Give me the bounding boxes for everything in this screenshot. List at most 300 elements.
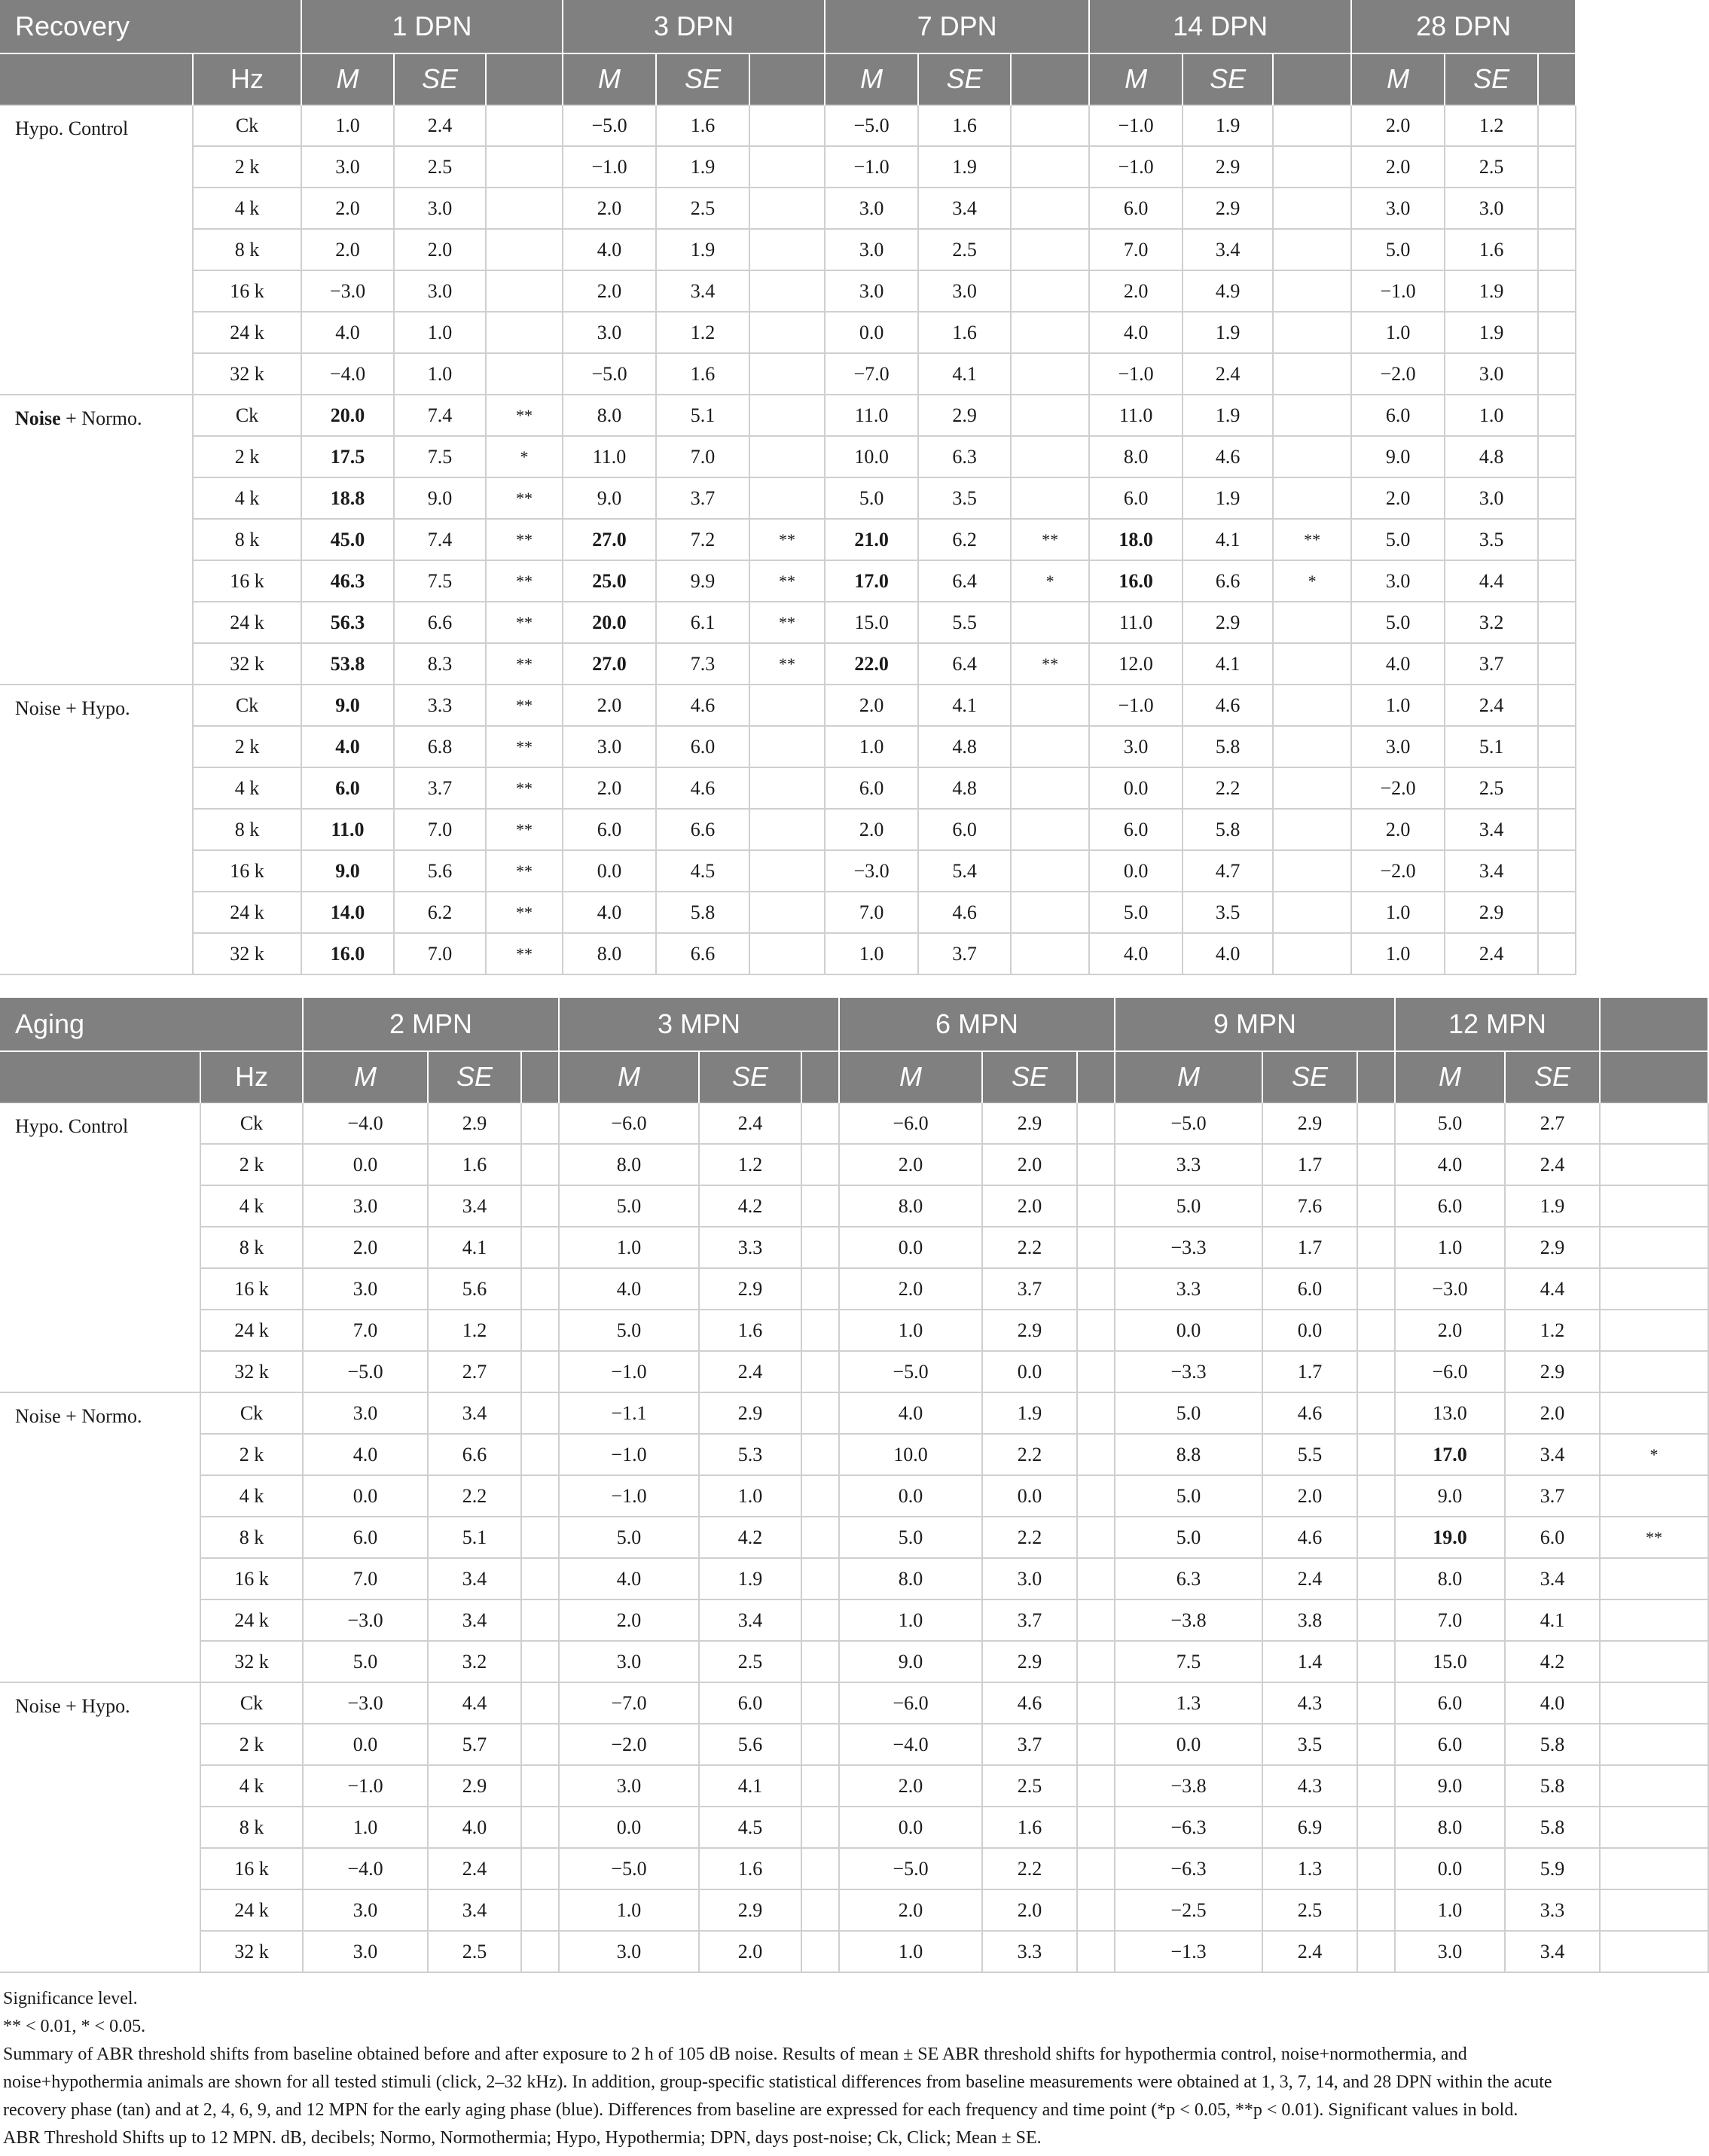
significance-cell (1600, 1351, 1708, 1392)
significance-cell (749, 767, 825, 809)
significance-cell (1273, 850, 1351, 892)
spacer-cell (801, 1102, 839, 1144)
se-cell: 1.6 (699, 1310, 801, 1351)
se-cell: 1.9 (656, 146, 749, 188)
se-header: SE (1183, 53, 1273, 105)
spacer-cell (521, 1144, 559, 1185)
se-header: SE (918, 53, 1011, 105)
mean-cell: 8.0 (1089, 436, 1183, 477)
se-cell: 7.0 (394, 933, 486, 974)
se-cell: 2.4 (1183, 353, 1273, 395)
mean-cell: −1.0 (1089, 353, 1183, 395)
se-cell: 4.6 (1262, 1392, 1357, 1434)
spacer-cell (1077, 1227, 1115, 1268)
significance-cell (1600, 1144, 1708, 1185)
mean-cell: −6.3 (1115, 1848, 1262, 1889)
mean-header: M (1351, 53, 1445, 105)
recovery-table-title: Recovery (0, 0, 301, 53)
significance-cell (1538, 560, 1576, 602)
se-cell: 2.5 (918, 229, 1011, 270)
mean-cell: 3.0 (559, 1641, 699, 1682)
mean-cell: −1.0 (559, 1434, 699, 1475)
se-cell: 1.0 (1445, 395, 1538, 436)
mean-cell: −4.0 (301, 353, 394, 395)
mean-cell: 2.0 (1089, 270, 1183, 312)
significance-cell (1011, 188, 1089, 229)
mean-cell: −1.0 (563, 146, 656, 188)
mean-cell: 9.0 (1395, 1475, 1505, 1517)
se-cell: 3.0 (1445, 353, 1538, 395)
hz-cell: 2 k (193, 436, 301, 477)
se-cell: 6.2 (394, 892, 486, 933)
mean-cell: −1.1 (559, 1392, 699, 1434)
se-cell: 3.7 (982, 1268, 1077, 1310)
hz-cell: 24 k (193, 602, 301, 643)
significance-cell: * (486, 436, 563, 477)
se-cell: 3.4 (428, 1558, 521, 1599)
spacer-cell (801, 1351, 839, 1392)
mean-cell: 8.0 (563, 395, 656, 436)
se-cell: 5.7 (428, 1724, 521, 1765)
se-cell: 1.2 (1505, 1310, 1600, 1351)
spacer-cell (1357, 1392, 1395, 1434)
mean-cell: 3.0 (1351, 560, 1445, 602)
se-cell: 2.2 (982, 1517, 1077, 1558)
table-row (0, 685, 1576, 726)
hz-cell: 8 k (193, 809, 301, 850)
sig-header (1600, 1051, 1708, 1102)
se-cell: 1.7 (1262, 1144, 1357, 1185)
spacer-cell (521, 1392, 559, 1434)
se-cell: 2.4 (428, 1848, 521, 1889)
mean-cell: 2.0 (825, 685, 918, 726)
significance-cell: ** (486, 602, 563, 643)
spacer-header (521, 1051, 559, 1102)
se-cell: 4.1 (699, 1765, 801, 1807)
se-cell: 3.3 (394, 685, 486, 726)
mean-cell: 16.0 (301, 933, 394, 974)
spacer-cell (1077, 1765, 1115, 1807)
se-cell: 4.6 (1183, 436, 1273, 477)
se-cell: 3.7 (982, 1724, 1077, 1765)
mean-cell: 0.0 (303, 1144, 428, 1185)
aging-table-title: Aging (0, 998, 303, 1051)
se-cell: 5.6 (394, 850, 486, 892)
se-cell: 2.4 (699, 1351, 801, 1392)
mean-cell: −5.0 (559, 1848, 699, 1889)
se-cell: 2.4 (1445, 933, 1538, 974)
table-row (0, 1682, 1708, 1724)
mean-cell: −6.3 (1115, 1807, 1262, 1848)
spacer-cell (1357, 1268, 1395, 1310)
se-header: SE (1262, 1051, 1357, 1102)
mean-cell: 3.0 (559, 1765, 699, 1807)
mean-cell: −3.0 (1395, 1268, 1505, 1310)
significance-cell (486, 188, 563, 229)
significance-cell (1600, 1807, 1708, 1848)
significance-cell (1011, 395, 1089, 436)
se-cell: 3.4 (1183, 229, 1273, 270)
significance-cell: ** (749, 643, 825, 685)
mean-cell: −4.0 (303, 1848, 428, 1889)
table-row (0, 1558, 1708, 1599)
significance-cell: ** (486, 560, 563, 602)
significance-cell: ** (486, 395, 563, 436)
recovery-time-header: 1 DPN (301, 0, 563, 53)
mean-cell: 5.0 (559, 1517, 699, 1558)
mean-cell: −1.0 (825, 146, 918, 188)
se-cell: 2.5 (1262, 1889, 1357, 1931)
se-cell: 6.0 (1262, 1268, 1357, 1310)
se-cell: 6.1 (656, 602, 749, 643)
se-cell: 2.4 (699, 1102, 801, 1144)
mean-cell: 1.0 (825, 933, 918, 974)
se-header: SE (1445, 53, 1538, 105)
blank-header (0, 53, 193, 105)
se-cell: 2.5 (428, 1931, 521, 1972)
spacer-cell (521, 1351, 559, 1392)
se-cell: 6.0 (918, 809, 1011, 850)
blank-header (0, 1051, 200, 1102)
spacer-cell (1077, 1392, 1115, 1434)
mean-cell: −6.0 (839, 1102, 982, 1144)
significance-cell (749, 188, 825, 229)
se-cell: 1.0 (394, 312, 486, 353)
mean-cell: 17.0 (1395, 1434, 1505, 1475)
mean-cell: −5.0 (825, 105, 918, 146)
mean-cell: 9.0 (839, 1641, 982, 1682)
group-label (0, 395, 193, 685)
se-header: SE (428, 1051, 521, 1102)
hz-cell: 4 k (193, 767, 301, 809)
se-cell: 2.0 (1262, 1475, 1357, 1517)
mean-cell: 0.0 (1115, 1724, 1262, 1765)
mean-cell: 5.0 (1115, 1185, 1262, 1227)
spacer-cell (801, 1268, 839, 1310)
se-cell: 4.1 (1505, 1599, 1600, 1641)
table-row (0, 933, 1576, 974)
mean-cell: 3.0 (825, 188, 918, 229)
significance-cell (1011, 436, 1089, 477)
hz-cell: 4 k (200, 1475, 303, 1517)
mean-cell: 9.0 (1351, 436, 1445, 477)
se-cell: 1.9 (1183, 395, 1273, 436)
se-cell: 3.7 (982, 1599, 1077, 1641)
recovery-table (0, 0, 1576, 975)
mean-cell: 5.0 (303, 1641, 428, 1682)
mean-cell: 4.0 (301, 726, 394, 767)
mean-cell: −5.0 (563, 353, 656, 395)
mean-cell: 3.0 (1351, 726, 1445, 767)
significance-cell (1011, 146, 1089, 188)
se-cell: 3.5 (1445, 519, 1538, 560)
se-cell: 1.4 (1262, 1641, 1357, 1682)
significance-cell (1600, 1682, 1708, 1724)
mean-cell: 5.0 (559, 1185, 699, 1227)
spacer-header (801, 1051, 839, 1102)
se-cell: 1.2 (428, 1310, 521, 1351)
se-cell: 7.3 (656, 643, 749, 685)
se-cell: 2.9 (1183, 602, 1273, 643)
se-cell: 4.1 (1183, 643, 1273, 685)
se-cell: 2.2 (428, 1475, 521, 1517)
spacer-cell (801, 1641, 839, 1682)
se-cell: 2.9 (982, 1310, 1077, 1351)
significance-cell (486, 270, 563, 312)
significance-cell (1600, 1310, 1708, 1351)
significance-cell (1273, 395, 1351, 436)
significance-cell (1273, 146, 1351, 188)
mean-cell: 20.0 (301, 395, 394, 436)
significance-cell (1538, 229, 1576, 270)
significance-cell (1538, 933, 1576, 974)
se-cell: 2.5 (656, 188, 749, 229)
significance-cell (1273, 933, 1351, 974)
mean-cell: 3.0 (303, 1392, 428, 1434)
mean-cell: −4.0 (303, 1102, 428, 1144)
significance-cell (749, 477, 825, 519)
hz-cell: Ck (193, 395, 301, 436)
se-cell: 4.2 (1505, 1641, 1600, 1682)
spacer-cell (1357, 1310, 1395, 1351)
significance-cell: ** (486, 477, 563, 519)
significance-cell (1011, 892, 1089, 933)
significance-cell (1011, 726, 1089, 767)
table-row (0, 436, 1576, 477)
se-cell: 1.9 (656, 229, 749, 270)
recovery-time-header: 28 DPN (1351, 0, 1576, 53)
se-cell: 2.9 (699, 1268, 801, 1310)
se-cell: 5.1 (656, 395, 749, 436)
se-cell: 4.6 (982, 1682, 1077, 1724)
mean-cell: 2.0 (1351, 809, 1445, 850)
mean-cell: 1.3 (1115, 1682, 1262, 1724)
mean-cell: 7.5 (1115, 1641, 1262, 1682)
spacer-cell (1077, 1268, 1115, 1310)
mean-cell: 5.0 (559, 1310, 699, 1351)
mean-cell: 45.0 (301, 519, 394, 560)
significance-cell (1538, 602, 1576, 643)
se-cell: 7.0 (656, 436, 749, 477)
se-cell: 3.7 (918, 933, 1011, 974)
mean-cell: 4.0 (1089, 933, 1183, 974)
hz-cell: 24 k (200, 1599, 303, 1641)
significance-cell: ** (1011, 519, 1089, 560)
se-cell: 4.8 (1445, 436, 1538, 477)
spacer-cell (801, 1931, 839, 1972)
se-cell: 2.5 (982, 1765, 1077, 1807)
significance-cell (1538, 436, 1576, 477)
significance-cell (749, 685, 825, 726)
mean-cell: −2.5 (1115, 1889, 1262, 1931)
significance-cell (1538, 105, 1576, 146)
se-cell: 1.7 (1262, 1351, 1357, 1392)
significance-cell (1273, 188, 1351, 229)
table-row (0, 1351, 1708, 1392)
table-row (0, 312, 1576, 353)
se-cell: 3.7 (394, 767, 486, 809)
se-cell: 1.6 (656, 353, 749, 395)
se-cell: 3.0 (394, 270, 486, 312)
blank-header (1600, 998, 1708, 1051)
mean-cell: 5.0 (1115, 1392, 1262, 1434)
mean-cell: 1.0 (1351, 312, 1445, 353)
spacer-cell (1357, 1434, 1395, 1475)
se-cell: 1.9 (1505, 1185, 1600, 1227)
hz-cell: 16 k (200, 1558, 303, 1599)
se-cell: 4.7 (1183, 850, 1273, 892)
se-cell: 3.7 (1445, 643, 1538, 685)
significance-cell (486, 105, 563, 146)
se-cell: 4.1 (1183, 519, 1273, 560)
mean-cell: −6.0 (559, 1102, 699, 1144)
significance-cell (749, 933, 825, 974)
table-footnotes (0, 1973, 1558, 2152)
group-label (0, 105, 193, 395)
mean-cell: 1.0 (839, 1931, 982, 1972)
mean-cell: 8.0 (839, 1185, 982, 1227)
mean-cell: 3.0 (301, 146, 394, 188)
se-cell: 1.9 (1183, 477, 1273, 519)
se-cell: 6.3 (918, 436, 1011, 477)
table-row (0, 767, 1576, 809)
mean-header: M (1089, 53, 1183, 105)
spacer-cell (1077, 1144, 1115, 1185)
table-row (0, 1724, 1708, 1765)
se-cell: 4.9 (1183, 270, 1273, 312)
se-cell: 1.6 (918, 312, 1011, 353)
spacer-cell (1077, 1351, 1115, 1392)
se-cell: 3.4 (428, 1889, 521, 1931)
table-row (0, 1765, 1708, 1807)
se-cell: 1.9 (1183, 105, 1273, 146)
mean-cell: −7.0 (825, 353, 918, 395)
mean-cell: 5.0 (1351, 229, 1445, 270)
spacer-cell (1357, 1144, 1395, 1185)
mean-cell: 2.0 (559, 1599, 699, 1641)
hz-cell: 4 k (200, 1765, 303, 1807)
spacer-cell (521, 1641, 559, 1682)
table-row (0, 1310, 1708, 1351)
mean-cell: 3.0 (825, 270, 918, 312)
table-row (0, 1268, 1708, 1310)
mean-cell: 3.0 (303, 1889, 428, 1931)
se-cell: 5.9 (1505, 1848, 1600, 1889)
hz-cell: Ck (193, 105, 301, 146)
spacer-cell (521, 1848, 559, 1889)
se-cell: 1.6 (982, 1807, 1077, 1848)
mean-cell: −2.0 (559, 1724, 699, 1765)
table-row (0, 519, 1576, 560)
significance-cell (1011, 229, 1089, 270)
se-cell: 6.6 (656, 809, 749, 850)
significance-cell: ** (486, 809, 563, 850)
se-cell: 2.2 (982, 1848, 1077, 1889)
significance-cell (1600, 1102, 1708, 1144)
significance-cell: ** (486, 685, 563, 726)
se-cell: 5.5 (918, 602, 1011, 643)
spacer-cell (801, 1227, 839, 1268)
se-cell: 2.5 (1445, 146, 1538, 188)
se-cell: 4.0 (1505, 1682, 1600, 1724)
spacer-cell (801, 1682, 839, 1724)
mean-cell: 2.0 (1351, 146, 1445, 188)
mean-cell: −5.0 (303, 1351, 428, 1392)
mean-cell: 53.8 (301, 643, 394, 685)
se-cell: 7.2 (656, 519, 749, 560)
mean-cell: 9.0 (301, 685, 394, 726)
se-cell: 5.8 (1505, 1807, 1600, 1848)
table-row (0, 1807, 1708, 1848)
significance-cell (1273, 892, 1351, 933)
se-cell: 3.2 (1445, 602, 1538, 643)
se-cell: 4.3 (1262, 1765, 1357, 1807)
se-cell: 6.6 (1183, 560, 1273, 602)
spacer-cell (1077, 1310, 1115, 1351)
spacer-header (1077, 1051, 1115, 1102)
se-cell: 2.9 (1505, 1351, 1600, 1392)
table-row (0, 229, 1576, 270)
hz-cell: 16 k (200, 1268, 303, 1310)
sig-header (1273, 53, 1351, 105)
mean-cell: 13.0 (1395, 1392, 1505, 1434)
spacer-cell (1357, 1724, 1395, 1765)
mean-cell: 4.0 (559, 1558, 699, 1599)
table-row (0, 188, 1576, 229)
se-cell: 4.8 (918, 726, 1011, 767)
se-cell: 4.2 (699, 1517, 801, 1558)
spacer-cell (1357, 1807, 1395, 1848)
se-cell: 0.0 (1262, 1310, 1357, 1351)
se-cell: 7.4 (394, 519, 486, 560)
spacer-cell (1077, 1475, 1115, 1517)
table-row (0, 270, 1576, 312)
spacer-cell (801, 1310, 839, 1351)
se-cell: 4.4 (1505, 1268, 1600, 1310)
se-cell: 3.7 (656, 477, 749, 519)
se-cell: 2.5 (394, 146, 486, 188)
mean-cell: 8.0 (559, 1144, 699, 1185)
significance-cell (1273, 477, 1351, 519)
table-row (0, 477, 1576, 519)
se-cell: 0.0 (982, 1351, 1077, 1392)
mean-cell: 2.0 (563, 767, 656, 809)
mean-header: M (1115, 1051, 1262, 1102)
mean-cell: 8.0 (1395, 1558, 1505, 1599)
hz-cell: Ck (200, 1682, 303, 1724)
significance-cell (1273, 436, 1351, 477)
se-cell: 7.5 (394, 436, 486, 477)
spacer-cell (1077, 1434, 1115, 1475)
mean-cell: 7.0 (1395, 1599, 1505, 1641)
se-cell: 4.6 (656, 767, 749, 809)
mean-cell: 27.0 (563, 643, 656, 685)
significance-cell: * (1011, 560, 1089, 602)
se-cell: 1.2 (699, 1144, 801, 1185)
mean-cell: 27.0 (563, 519, 656, 560)
significance-cell (486, 146, 563, 188)
mean-cell: 7.0 (825, 892, 918, 933)
mean-cell: 0.0 (1115, 1310, 1262, 1351)
se-cell: 6.6 (428, 1434, 521, 1475)
mean-cell: 7.0 (303, 1558, 428, 1599)
se-cell: 1.9 (699, 1558, 801, 1599)
significance-cell (1011, 353, 1089, 395)
mean-cell: 56.3 (301, 602, 394, 643)
se-cell: 1.9 (1445, 270, 1538, 312)
significance-cell (1538, 188, 1576, 229)
hz-cell: 2 k (200, 1724, 303, 1765)
